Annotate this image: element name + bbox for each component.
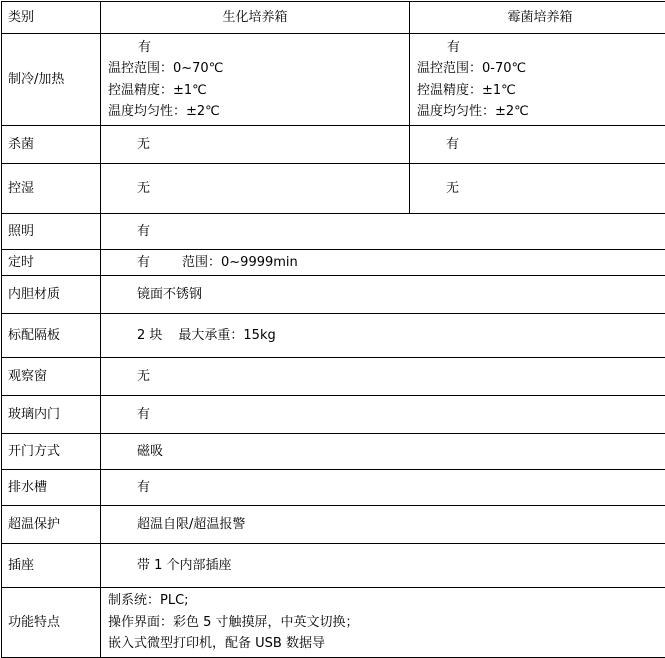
header-category: 类别 xyxy=(2,2,101,34)
cooling-mold-availability: 有 xyxy=(417,37,665,59)
header-row xyxy=(2,2,665,34)
row-label: 标配隔板 xyxy=(2,314,101,358)
row-window xyxy=(2,358,665,396)
cooling-biochem-availability: 有 xyxy=(108,37,409,59)
row-value: 磁吸 xyxy=(101,434,665,470)
header-biochem-incubator: 生化培养箱 xyxy=(101,2,410,34)
row-label: 内胆材质 xyxy=(2,276,101,314)
features-line-printer: 嵌入式微型打印机，配备 USB 数据导 xyxy=(108,633,665,655)
row-shelves xyxy=(2,314,665,358)
cooling-biochem-precision: 控温精度：±1℃ xyxy=(108,80,409,102)
humidity-mold-value: 无 xyxy=(410,164,665,214)
row-label: 杀菌 xyxy=(2,126,101,164)
row-drain xyxy=(2,470,665,506)
row-value: 带 1 个内部插座 xyxy=(101,544,665,588)
cooling-biochem-range: 温控范围：0~70℃ xyxy=(108,58,409,80)
row-humidity xyxy=(2,164,665,214)
row-label: 玻璃内门 xyxy=(2,396,101,434)
row-label: 功能特点 xyxy=(2,588,101,658)
cooling-biochem-cell xyxy=(101,34,410,126)
sterilize-mold-value: 有 xyxy=(410,126,665,164)
row-label: 照明 xyxy=(2,214,101,250)
row-value-extra: 范围：0~9999min xyxy=(182,255,298,270)
row-value: 无 xyxy=(101,358,665,396)
row-value: 有 xyxy=(101,470,665,506)
cooling-mold-cell xyxy=(410,34,665,126)
row-cooling-heating xyxy=(2,34,665,126)
row-label: 观察窗 xyxy=(2,358,101,396)
row-value: 2 块 xyxy=(137,328,162,343)
row-overtemp-protection xyxy=(2,506,665,544)
features-line-control-system: 制系统：PLC; xyxy=(108,590,665,612)
features-line-interface: 操作界面：彩色 5 寸触摸屏，中英文切换； xyxy=(108,612,665,634)
row-value: 有 xyxy=(101,396,665,434)
row-value: 有 xyxy=(101,214,665,250)
cooling-mold-range: 温控范围：0-70℃ xyxy=(417,58,665,80)
row-timer xyxy=(2,250,665,276)
cooling-biochem-uniformity: 温度均匀性：±2℃ xyxy=(108,101,409,123)
row-value: 镜面不锈钢 xyxy=(101,276,665,314)
row-label: 控湿 xyxy=(2,164,101,214)
row-socket xyxy=(2,544,665,588)
humidity-biochem-value: 无 xyxy=(101,164,410,214)
row-lighting xyxy=(2,214,665,250)
row-value-cell xyxy=(101,314,665,358)
cooling-mold-precision: 控温精度：±1℃ xyxy=(417,80,665,102)
row-label: 制冷/加热 xyxy=(2,34,101,126)
row-label: 超温保护 xyxy=(2,506,101,544)
features-cell xyxy=(101,588,665,658)
row-value-cell xyxy=(101,250,665,276)
row-door-opening xyxy=(2,434,665,470)
row-liner-material xyxy=(2,276,665,314)
row-value-extra: 最大承重：15kg xyxy=(178,328,275,343)
row-label: 定时 xyxy=(2,250,101,276)
row-label: 排水槽 xyxy=(2,470,101,506)
row-glass-door xyxy=(2,396,665,434)
row-value: 有 xyxy=(137,255,150,270)
header-mold-incubator: 霉菌培养箱 xyxy=(410,2,665,34)
spec-table xyxy=(1,1,665,658)
sterilize-biochem-value: 无 xyxy=(101,126,410,164)
row-value: 超温自限/超温报警 xyxy=(101,506,665,544)
cooling-mold-uniformity: 温度均匀性：±2℃ xyxy=(417,101,665,123)
row-label: 插座 xyxy=(2,544,101,588)
row-label: 开门方式 xyxy=(2,434,101,470)
row-features xyxy=(2,588,665,658)
row-sterilize xyxy=(2,126,665,164)
